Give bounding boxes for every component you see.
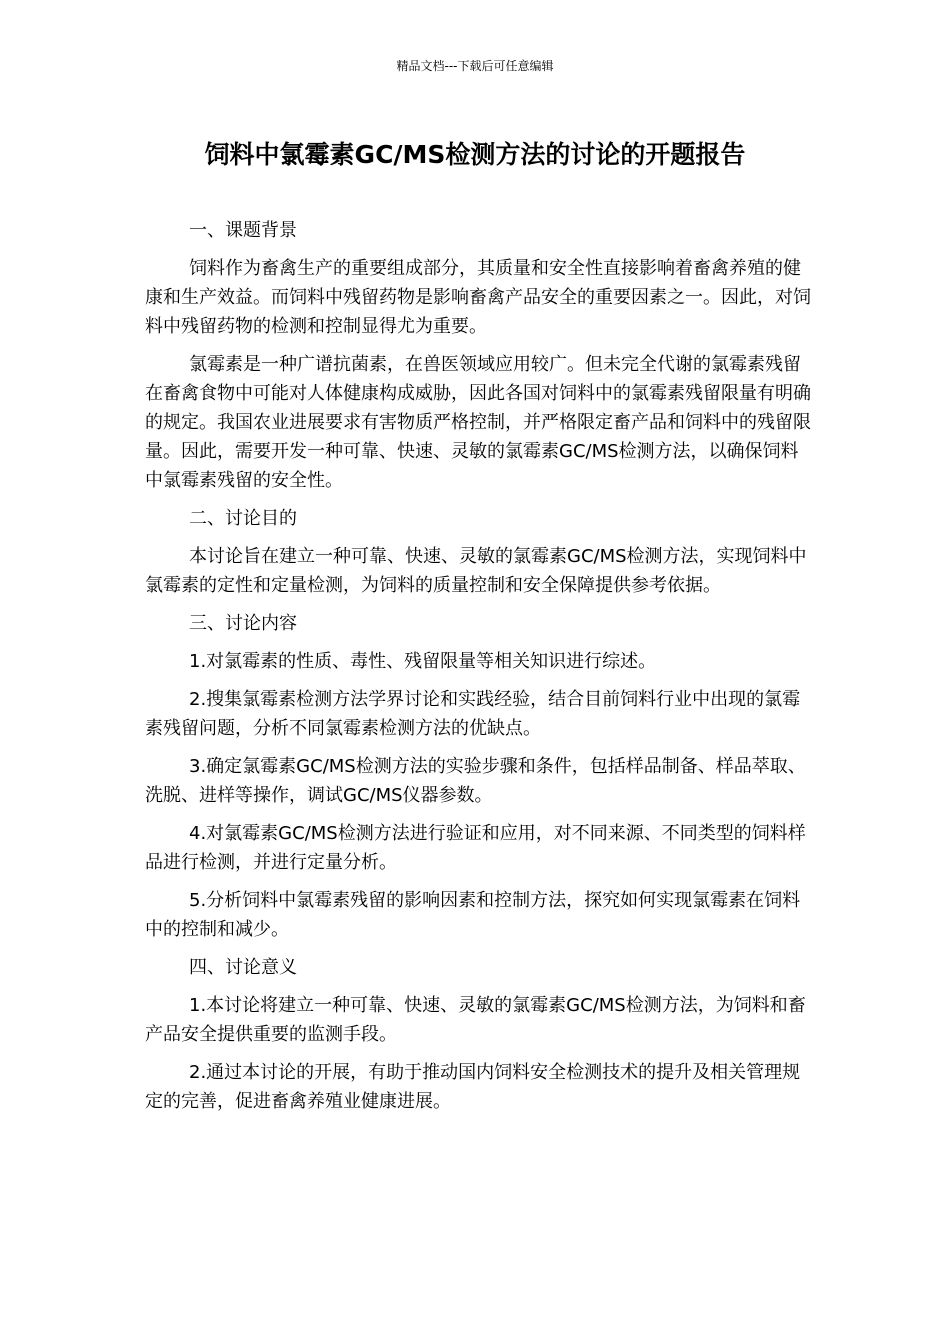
section-heading-significance: 四、讨论意义: [189, 957, 297, 978]
document-body: [145, 216, 815, 1125]
list-item: 2.搜集氯霉素检测方法学界讨论和实践经验，结合目前饲料行业中出现的氯霉素残留问题，分析不同氯霉素检测方法的优缺点。: [145, 689, 801, 739]
paragraph: 氯霉素是一种广谱抗菌素，在兽医领域应用较广。但未完全代谢的氯霉素残留在畜禽食物中可能对人体健康构成威胁，因此各国对饲料中的氯霉素残留限量有明确的规定。我国农业进展要求有害物质严格控制，并严格限定畜产品和饲料中的残留限量。因此，需要开发一种可靠、快速、灵敏的氯霉素GC/MS检测方法，以确保饲料中氯霉素残留的安全性。: [145, 354, 811, 491]
paragraph: 饲料作为畜禽生产的重要组成部分，其质量和安全性直接影响着畜禽养殖的健康和生产效益。而饲料中残留药物是影响畜禽产品安全的重要因素之一。因此，对饲料中残留药物的检测和控制显得尤为重要。: [145, 258, 811, 337]
header-note: 精品文档---下载后可任意编辑: [396, 59, 554, 73]
list-item: 2.通过本讨论的开展，有助于推动国内饲料安全检测技术的提升及相关管理规定的完善，促进畜禽养殖业健康进展。: [145, 1062, 801, 1112]
list-item: 1.对氯霉素的性质、毒性、残留限量等相关知识进行综述。: [189, 651, 657, 672]
document-title: 饲料中氯霉素GC/MS检测方法的讨论的开题报告: [204, 140, 746, 169]
section-heading-background: 一、课题背景: [189, 220, 297, 241]
section-heading-content: 三、讨论内容: [189, 613, 297, 634]
paragraph: 本讨论旨在建立一种可靠、快速、灵敏的氯霉素GC/MS检测方法，实现饲料中氯霉素的定性和定量检测，为饲料的质量控制和安全保障提供参考依据。: [145, 546, 807, 596]
list-item: 5.分析饲料中氯霉素残留的影响因素和控制方法，探究如何实现氯霉素在饲料中的控制和减少。: [145, 890, 801, 940]
list-item: 1.本讨论将建立一种可靠、快速、灵敏的氯霉素GC/MS检测方法，为饲料和畜产品安全提供重要的监测手段。: [145, 995, 806, 1045]
list-item: 4.对氯霉素GC/MS检测方法进行验证和应用，对不同来源、不同类型的饲料样品进行检测，并进行定量分析。: [145, 823, 806, 873]
section-heading-purpose: 二、讨论目的: [189, 508, 297, 529]
list-item: 3.确定氯霉素GC/MS检测方法的实验步骤和条件，包括样品制备、样品萃取、洗脱、进样等操作，调试GC/MS仪器参数。: [145, 756, 806, 806]
